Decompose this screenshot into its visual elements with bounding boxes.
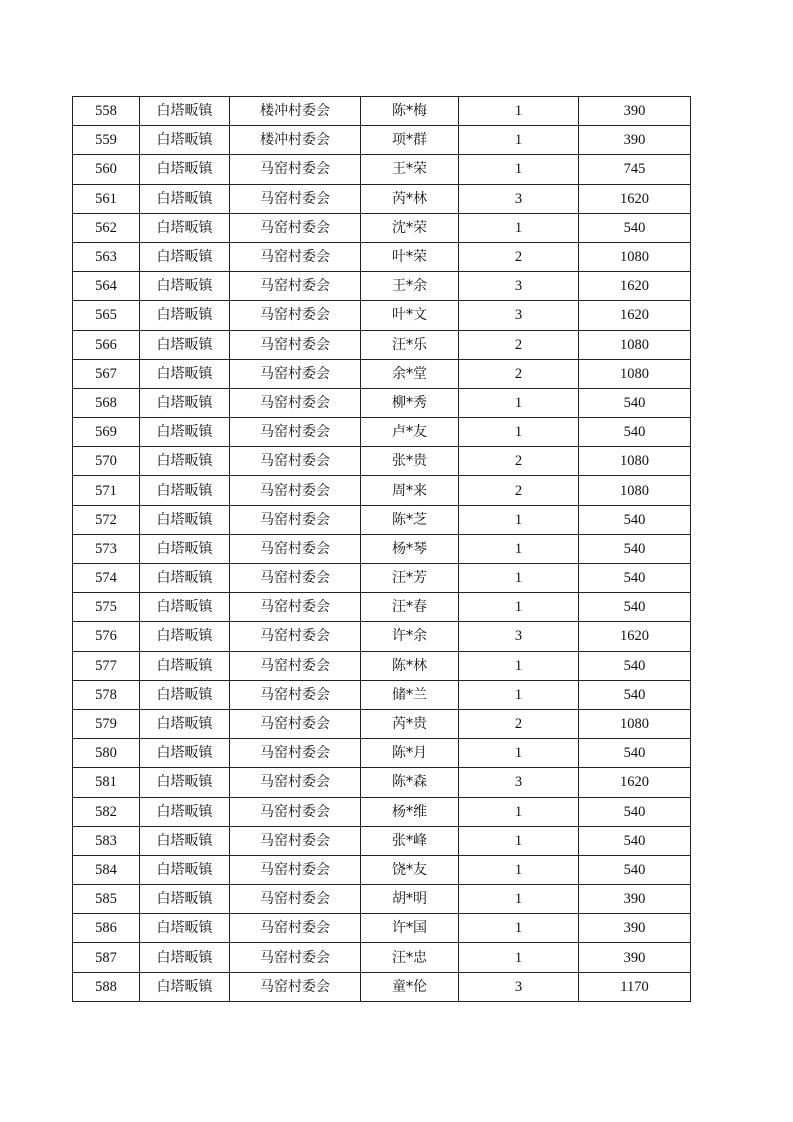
cell-count: 1 [459, 213, 579, 242]
cell-count: 1 [459, 564, 579, 593]
cell-name: 张*峰 [361, 826, 459, 855]
cell-count: 3 [459, 301, 579, 330]
cell-name: 沈*荣 [361, 213, 459, 242]
table-row [73, 564, 691, 593]
cell-count: 1 [459, 593, 579, 622]
cell-amount: 1080 [579, 242, 691, 271]
cell-town: 白塔畈镇 [140, 651, 230, 680]
cell-name: 项*群 [361, 126, 459, 155]
cell-amount: 1080 [579, 476, 691, 505]
table-row [73, 272, 691, 301]
table-row [73, 534, 691, 563]
cell-amount: 1620 [579, 622, 691, 651]
cell-town: 白塔畈镇 [140, 505, 230, 534]
table-row [73, 593, 691, 622]
cell-number: 561 [73, 184, 140, 213]
table-row [73, 709, 691, 738]
cell-village: 马窑村委会 [230, 272, 361, 301]
cell-count: 1 [459, 885, 579, 914]
table-row [73, 972, 691, 1001]
cell-name: 陈*月 [361, 739, 459, 768]
cell-town: 白塔畈镇 [140, 359, 230, 388]
cell-town: 白塔畈镇 [140, 126, 230, 155]
cell-amount: 390 [579, 943, 691, 972]
cell-number: 564 [73, 272, 140, 301]
cell-town: 白塔畈镇 [140, 709, 230, 738]
cell-village: 马窑村委会 [230, 885, 361, 914]
cell-number: 574 [73, 564, 140, 593]
cell-number: 585 [73, 885, 140, 914]
cell-name: 汪*春 [361, 593, 459, 622]
cell-amount: 540 [579, 534, 691, 563]
cell-amount: 1080 [579, 359, 691, 388]
cell-town: 白塔畈镇 [140, 242, 230, 271]
cell-village: 马窑村委会 [230, 155, 361, 184]
cell-village: 马窑村委会 [230, 359, 361, 388]
cell-number: 588 [73, 972, 140, 1001]
cell-amount: 540 [579, 593, 691, 622]
table-row [73, 651, 691, 680]
cell-name: 许*余 [361, 622, 459, 651]
cell-name: 王*余 [361, 272, 459, 301]
cell-amount: 1080 [579, 709, 691, 738]
cell-amount: 540 [579, 213, 691, 242]
cell-village: 马窑村委会 [230, 534, 361, 563]
cell-village: 马窑村委会 [230, 709, 361, 738]
table-row [73, 622, 691, 651]
table-row [73, 855, 691, 884]
cell-count: 2 [459, 330, 579, 359]
cell-number: 579 [73, 709, 140, 738]
cell-amount: 1620 [579, 184, 691, 213]
cell-amount: 1620 [579, 768, 691, 797]
table-row [73, 97, 691, 126]
cell-village: 马窑村委会 [230, 972, 361, 1001]
cell-number: 573 [73, 534, 140, 563]
cell-town: 白塔畈镇 [140, 301, 230, 330]
cell-town: 白塔畈镇 [140, 155, 230, 184]
table-row [73, 505, 691, 534]
cell-amount: 540 [579, 797, 691, 826]
cell-town: 白塔畈镇 [140, 680, 230, 709]
cell-count: 2 [459, 476, 579, 505]
document-page [72, 96, 690, 1002]
cell-count: 2 [459, 447, 579, 476]
cell-number: 581 [73, 768, 140, 797]
cell-town: 白塔畈镇 [140, 797, 230, 826]
table-row [73, 418, 691, 447]
cell-village: 马窑村委会 [230, 680, 361, 709]
cell-town: 白塔畈镇 [140, 476, 230, 505]
table-row [73, 768, 691, 797]
cell-count: 1 [459, 680, 579, 709]
cell-village: 楼冲村委会 [230, 97, 361, 126]
cell-town: 白塔畈镇 [140, 272, 230, 301]
table-row [73, 476, 691, 505]
table-row [73, 330, 691, 359]
cell-amount: 540 [579, 388, 691, 417]
cell-name: 卢*友 [361, 418, 459, 447]
cell-count: 2 [459, 242, 579, 271]
table-row [73, 301, 691, 330]
cell-name: 陈*芝 [361, 505, 459, 534]
cell-town: 白塔畈镇 [140, 97, 230, 126]
cell-town: 白塔畈镇 [140, 388, 230, 417]
cell-amount: 540 [579, 739, 691, 768]
cell-number: 584 [73, 855, 140, 884]
cell-name: 张*贵 [361, 447, 459, 476]
cell-village: 马窑村委会 [230, 622, 361, 651]
cell-number: 580 [73, 739, 140, 768]
cell-village: 马窑村委会 [230, 447, 361, 476]
table-row [73, 359, 691, 388]
cell-name: 余*堂 [361, 359, 459, 388]
table-row [73, 388, 691, 417]
cell-name: 胡*明 [361, 885, 459, 914]
cell-village: 马窑村委会 [230, 388, 361, 417]
cell-name: 叶*荣 [361, 242, 459, 271]
table-row [73, 680, 691, 709]
cell-count: 1 [459, 155, 579, 184]
cell-name: 杨*维 [361, 797, 459, 826]
cell-name: 童*伦 [361, 972, 459, 1001]
cell-number: 578 [73, 680, 140, 709]
table-row [73, 826, 691, 855]
cell-town: 白塔畈镇 [140, 330, 230, 359]
cell-count: 3 [459, 768, 579, 797]
cell-amount: 1620 [579, 272, 691, 301]
table-row [73, 213, 691, 242]
table-row [73, 126, 691, 155]
cell-town: 白塔畈镇 [140, 972, 230, 1001]
cell-name: 杨*琴 [361, 534, 459, 563]
cell-village: 马窑村委会 [230, 797, 361, 826]
cell-count: 1 [459, 418, 579, 447]
cell-village: 马窑村委会 [230, 826, 361, 855]
cell-count: 3 [459, 622, 579, 651]
cell-count: 1 [459, 943, 579, 972]
cell-number: 577 [73, 651, 140, 680]
table-row [73, 943, 691, 972]
cell-town: 白塔畈镇 [140, 943, 230, 972]
cell-town: 白塔畈镇 [140, 739, 230, 768]
table-row [73, 155, 691, 184]
cell-amount: 1080 [579, 330, 691, 359]
cell-town: 白塔畈镇 [140, 885, 230, 914]
cell-name: 饶*友 [361, 855, 459, 884]
cell-count: 1 [459, 534, 579, 563]
cell-town: 白塔畈镇 [140, 418, 230, 447]
cell-village: 马窑村委会 [230, 184, 361, 213]
table-row [73, 447, 691, 476]
cell-town: 白塔畈镇 [140, 213, 230, 242]
cell-number: 558 [73, 97, 140, 126]
cell-amount: 540 [579, 505, 691, 534]
cell-count: 2 [459, 359, 579, 388]
cell-village: 马窑村委会 [230, 651, 361, 680]
cell-name: 芮*贵 [361, 709, 459, 738]
cell-village: 楼冲村委会 [230, 126, 361, 155]
cell-name: 王*荣 [361, 155, 459, 184]
cell-number: 563 [73, 242, 140, 271]
cell-village: 马窑村委会 [230, 213, 361, 242]
cell-amount: 540 [579, 826, 691, 855]
cell-amount: 390 [579, 885, 691, 914]
table-row [73, 797, 691, 826]
cell-name: 陈*林 [361, 651, 459, 680]
cell-town: 白塔畈镇 [140, 622, 230, 651]
cell-name: 许*国 [361, 914, 459, 943]
cell-name: 柳*秀 [361, 388, 459, 417]
table-row [73, 184, 691, 213]
cell-village: 马窑村委会 [230, 855, 361, 884]
cell-count: 3 [459, 272, 579, 301]
cell-town: 白塔畈镇 [140, 184, 230, 213]
cell-village: 马窑村委会 [230, 418, 361, 447]
table-row [73, 914, 691, 943]
cell-town: 白塔畈镇 [140, 826, 230, 855]
cell-number: 559 [73, 126, 140, 155]
cell-name: 周*来 [361, 476, 459, 505]
table-row [73, 885, 691, 914]
cell-number: 587 [73, 943, 140, 972]
cell-number: 571 [73, 476, 140, 505]
table-body [73, 97, 691, 1002]
cell-number: 576 [73, 622, 140, 651]
cell-number: 568 [73, 388, 140, 417]
cell-name: 陈*梅 [361, 97, 459, 126]
cell-number: 566 [73, 330, 140, 359]
cell-village: 马窑村委会 [230, 301, 361, 330]
cell-amount: 540 [579, 855, 691, 884]
cell-number: 560 [73, 155, 140, 184]
table-row [73, 242, 691, 271]
cell-town: 白塔畈镇 [140, 564, 230, 593]
cell-amount: 745 [579, 155, 691, 184]
cell-number: 567 [73, 359, 140, 388]
cell-amount: 1620 [579, 301, 691, 330]
cell-amount: 390 [579, 97, 691, 126]
cell-number: 572 [73, 505, 140, 534]
cell-amount: 390 [579, 126, 691, 155]
cell-town: 白塔畈镇 [140, 768, 230, 797]
cell-count: 1 [459, 505, 579, 534]
cell-village: 马窑村委会 [230, 330, 361, 359]
cell-name: 汪*乐 [361, 330, 459, 359]
cell-name: 汪*芳 [361, 564, 459, 593]
cell-amount: 540 [579, 651, 691, 680]
cell-town: 白塔畈镇 [140, 447, 230, 476]
cell-name: 汪*忠 [361, 943, 459, 972]
cell-count: 1 [459, 97, 579, 126]
cell-count: 1 [459, 855, 579, 884]
cell-name: 储*兰 [361, 680, 459, 709]
cell-town: 白塔畈镇 [140, 593, 230, 622]
cell-count: 1 [459, 914, 579, 943]
cell-village: 马窑村委会 [230, 914, 361, 943]
cell-amount: 1080 [579, 447, 691, 476]
cell-town: 白塔畈镇 [140, 914, 230, 943]
cell-number: 575 [73, 593, 140, 622]
cell-number: 582 [73, 797, 140, 826]
cell-number: 586 [73, 914, 140, 943]
cell-count: 1 [459, 739, 579, 768]
cell-count: 2 [459, 709, 579, 738]
cell-count: 1 [459, 826, 579, 855]
cell-town: 白塔畈镇 [140, 534, 230, 563]
cell-count: 1 [459, 126, 579, 155]
table-row [73, 739, 691, 768]
cell-village: 马窑村委会 [230, 943, 361, 972]
cell-amount: 1170 [579, 972, 691, 1001]
cell-amount: 390 [579, 914, 691, 943]
cell-amount: 540 [579, 418, 691, 447]
cell-number: 570 [73, 447, 140, 476]
cell-number: 569 [73, 418, 140, 447]
cell-count: 3 [459, 184, 579, 213]
subsidy-table [72, 96, 691, 1002]
cell-village: 马窑村委会 [230, 739, 361, 768]
cell-count: 3 [459, 972, 579, 1001]
cell-number: 583 [73, 826, 140, 855]
cell-amount: 540 [579, 680, 691, 709]
cell-village: 马窑村委会 [230, 564, 361, 593]
cell-village: 马窑村委会 [230, 505, 361, 534]
cell-name: 芮*林 [361, 184, 459, 213]
cell-village: 马窑村委会 [230, 593, 361, 622]
cell-name: 叶*文 [361, 301, 459, 330]
cell-count: 1 [459, 388, 579, 417]
cell-village: 马窑村委会 [230, 242, 361, 271]
cell-number: 562 [73, 213, 140, 242]
cell-amount: 540 [579, 564, 691, 593]
cell-village: 马窑村委会 [230, 476, 361, 505]
cell-village: 马窑村委会 [230, 768, 361, 797]
cell-town: 白塔畈镇 [140, 855, 230, 884]
cell-name: 陈*森 [361, 768, 459, 797]
cell-number: 565 [73, 301, 140, 330]
cell-count: 1 [459, 651, 579, 680]
cell-count: 1 [459, 797, 579, 826]
